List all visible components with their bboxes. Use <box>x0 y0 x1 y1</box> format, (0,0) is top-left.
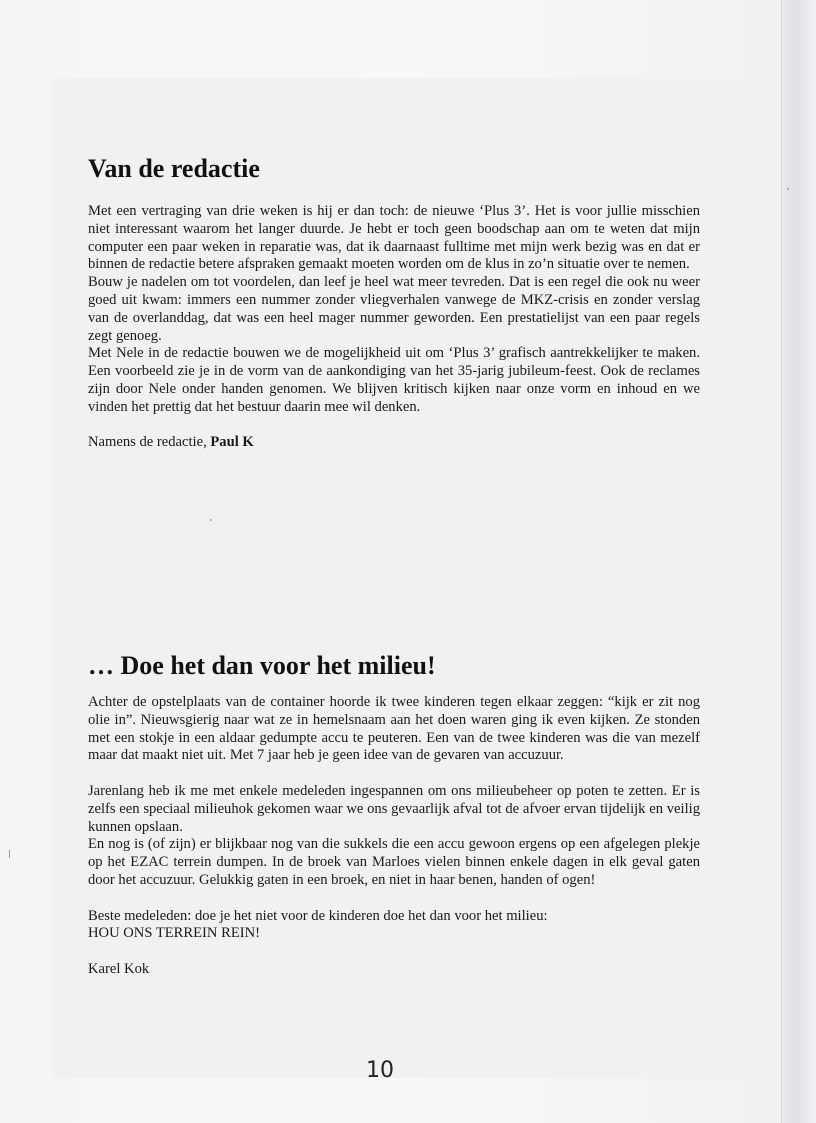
paragraph: Met Nele in de redactie bouwen we de mogelijkheid uit om ‘Plus 3’ grafisch aantrekkelijker te maken. Een voorbeeld zie je in de vorm van de aankondiging van het 35-jarig jubileum-feest. Ook de reclames zijn door Nele onder handen genomen. We blijven kritisch kijken naar onze vorm en inhoud en we vinden het prettig dat het bestuur daarin mee wil denken. <box>88 345 700 415</box>
paragraph: En nog is (of zijn) er blijkbaar nog van die sukkels die een accu gewoon ergens op een afgelegen plekje op het EZAC terrein dumpen. In de broek van Marloes vielen binnen enkele dagen in elk geval gaten door het accuzuur. Gelukkig gaten in een broek, en niet in haar benen, handen of ogen! <box>88 836 700 888</box>
article-title-redactie: Van de redactie <box>88 154 260 183</box>
article-title-milieu: … Doe het dan voor het milieu! <box>88 651 436 680</box>
scan-speck <box>210 519 212 521</box>
page-number: 10 <box>366 1058 394 1083</box>
paragraph: Bouw je nadelen om tot voordelen, dan leef je heel wat meer tevreden. Dat is een regel die ook nu weer goed uit kwam: immers een nummer zonder vliegverhalen vanwege de MKZ-crisis en zonder verslag van de overlanddag, dat was een heel mager nummer geworden. Een prestatielijst van een paar regels zegt genoeg. <box>88 274 700 344</box>
article-body-redactie <box>88 203 700 452</box>
scan-speck <box>787 188 789 190</box>
paragraph: Beste medeleden: doe je het niet voor de kinderen doe het dan voor het milieu: <box>88 907 548 924</box>
author-name: Karel Kok <box>88 960 150 977</box>
signature-line <box>88 434 700 452</box>
page-edge <box>781 0 816 1123</box>
paragraph: Jarenlang heb ik me met enkele medeleden ingespannen om ons milieubeheer op poten te zetten. Er is zelfs een speciaal milieuhok gekomen waar we ons gevaarlijk afval tot de afvoer ervan tijdelijk en veilig kunnen opslaan. <box>88 782 700 835</box>
signature-prefix: Namens de redactie, <box>88 434 211 451</box>
paragraph: Achter de opstelplaats van de container hoorde ik twee kinderen tegen elkaar zeggen: “kijk er zit nog olie in”. Nieuwsgierig naar wat ze in hemelsnaam aan het doen waren ging ik even kijken. Ze stonden met een stokje in een aldaar gedumpte accu te peuteren. Een van de twee kinderen was die van mezelf maar dat maakt niet uit. Met 7 jaar heb je geen idee van de gevaren van accuzuur. <box>88 694 700 764</box>
signature-name: Paul K <box>210 434 254 451</box>
scan-speck <box>9 850 10 858</box>
slogan: HOU ONS TERREIN REIN! <box>88 925 261 942</box>
article-body-milieu <box>88 694 700 979</box>
paragraph: Met een vertraging van drie weken is hij er dan toch: de nieuwe ‘Plus 3’. Het is voor jullie misschien niet interessant waarom het langer duurde. Je hebt er toch geen boodschap aan om te weten dat mijn computer een paar weken in reparatie was, dat ik daarnaast fulltime met mijn werk bezig was en dat er binnen de redactie betere afspraken gemaakt moeten worden om de klus in zo’n situatie over te nemen. <box>88 203 700 273</box>
